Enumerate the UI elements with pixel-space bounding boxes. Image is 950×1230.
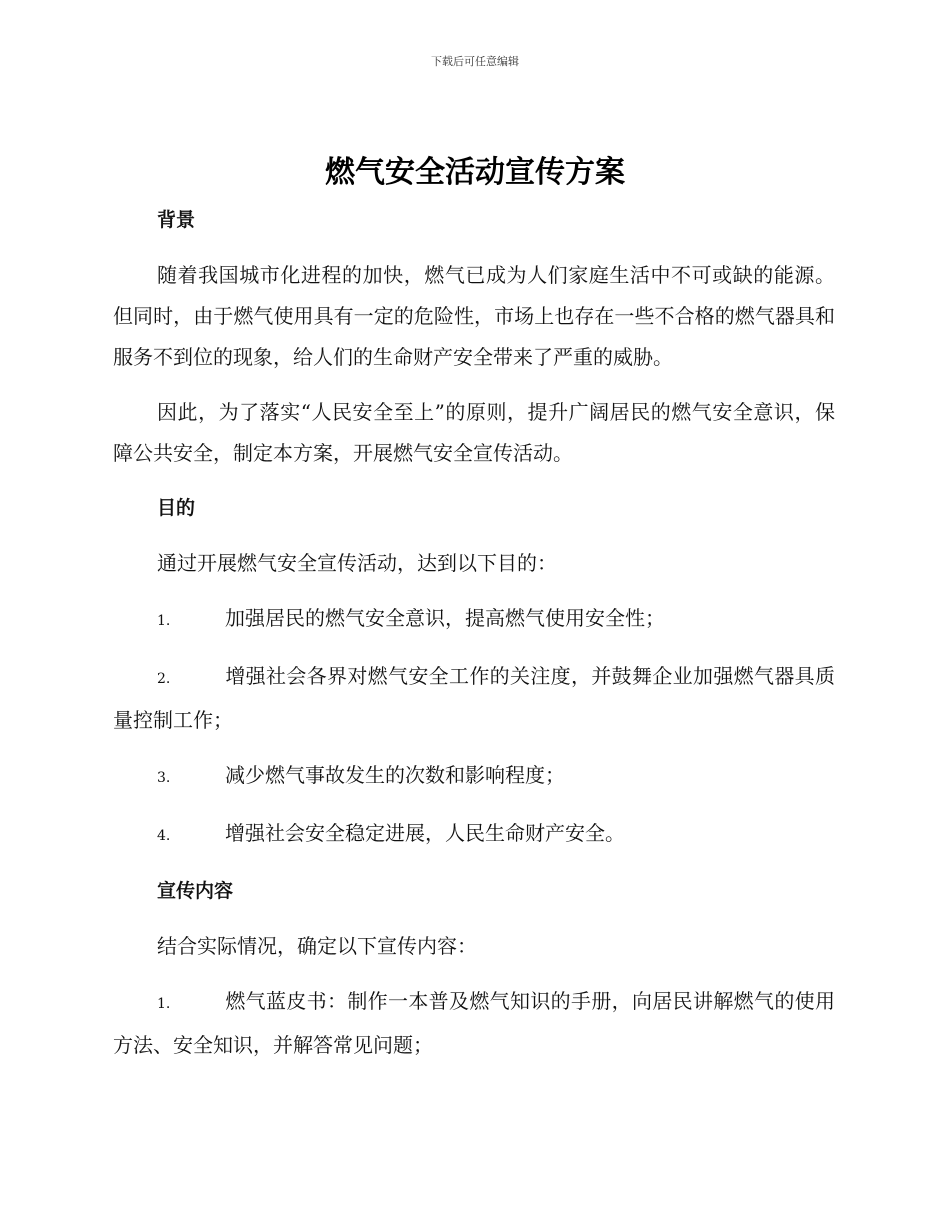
purpose-list-item-3 — [113, 755, 835, 799]
page-header: 下载后可任意编辑 — [431, 55, 519, 68]
document-title: 燃气安全活动宣传方案 — [325, 155, 625, 190]
section-heading-content: 宣传内容 — [157, 880, 234, 902]
content-list-item-1 — [113, 981, 835, 1066]
purpose-list-item-4 — [113, 813, 835, 857]
purpose-intro: 通过开展燃气安全宣传活动，达到以下目的： — [157, 551, 557, 575]
section-heading-purpose: 目的 — [157, 497, 196, 519]
content-intro: 结合实际情况，确定以下宣传内容： — [157, 934, 477, 958]
section-heading-background: 背景 — [157, 209, 196, 231]
list-number: 1. — [157, 996, 171, 1012]
purpose-list-item-1 — [113, 598, 835, 642]
list-number: 2. — [157, 671, 171, 687]
background-paragraph-1: 随着我国城市化进程的加快，燃气已成为人们家庭生活中不可或缺的能源。但同时，由于燃气使用具有一定的危险性，市场上也存在一些不合格的燃气器具和服务不到位的现象，给人们的生命财产安全带来了严重的威胁。 — [113, 263, 835, 369]
list-number: 1. — [157, 613, 171, 629]
list-number: 3. — [157, 770, 171, 786]
purpose-list-item-2 — [113, 656, 835, 741]
list-text: 增强社会各界对燃气安全工作的关注度，并鼓舞企业加强燃气器具质量控制工作； — [113, 664, 835, 732]
background-paragraph-2: 因此，为了落实“人民安全至上”的原则，提升广阔居民的燃气安全意识，保障公共安全，制定本方案，开展燃气安全宣传活动。 — [113, 400, 835, 465]
list-text: 增强社会安全稳定进展，人民生命财产安全。 — [225, 821, 625, 845]
list-text: 燃气蓝皮书：制作一本普及燃气知识的手册，向居民讲解燃气的使用方法、安全知识，并解答常见问题； — [113, 989, 835, 1057]
list-text: 减少燃气事故发生的次数和影响程度； — [225, 763, 565, 787]
document-body — [113, 200, 835, 1066]
list-number: 4. — [157, 828, 171, 844]
list-text: 加强居民的燃气安全意识，提高燃气使用安全性； — [225, 606, 665, 630]
